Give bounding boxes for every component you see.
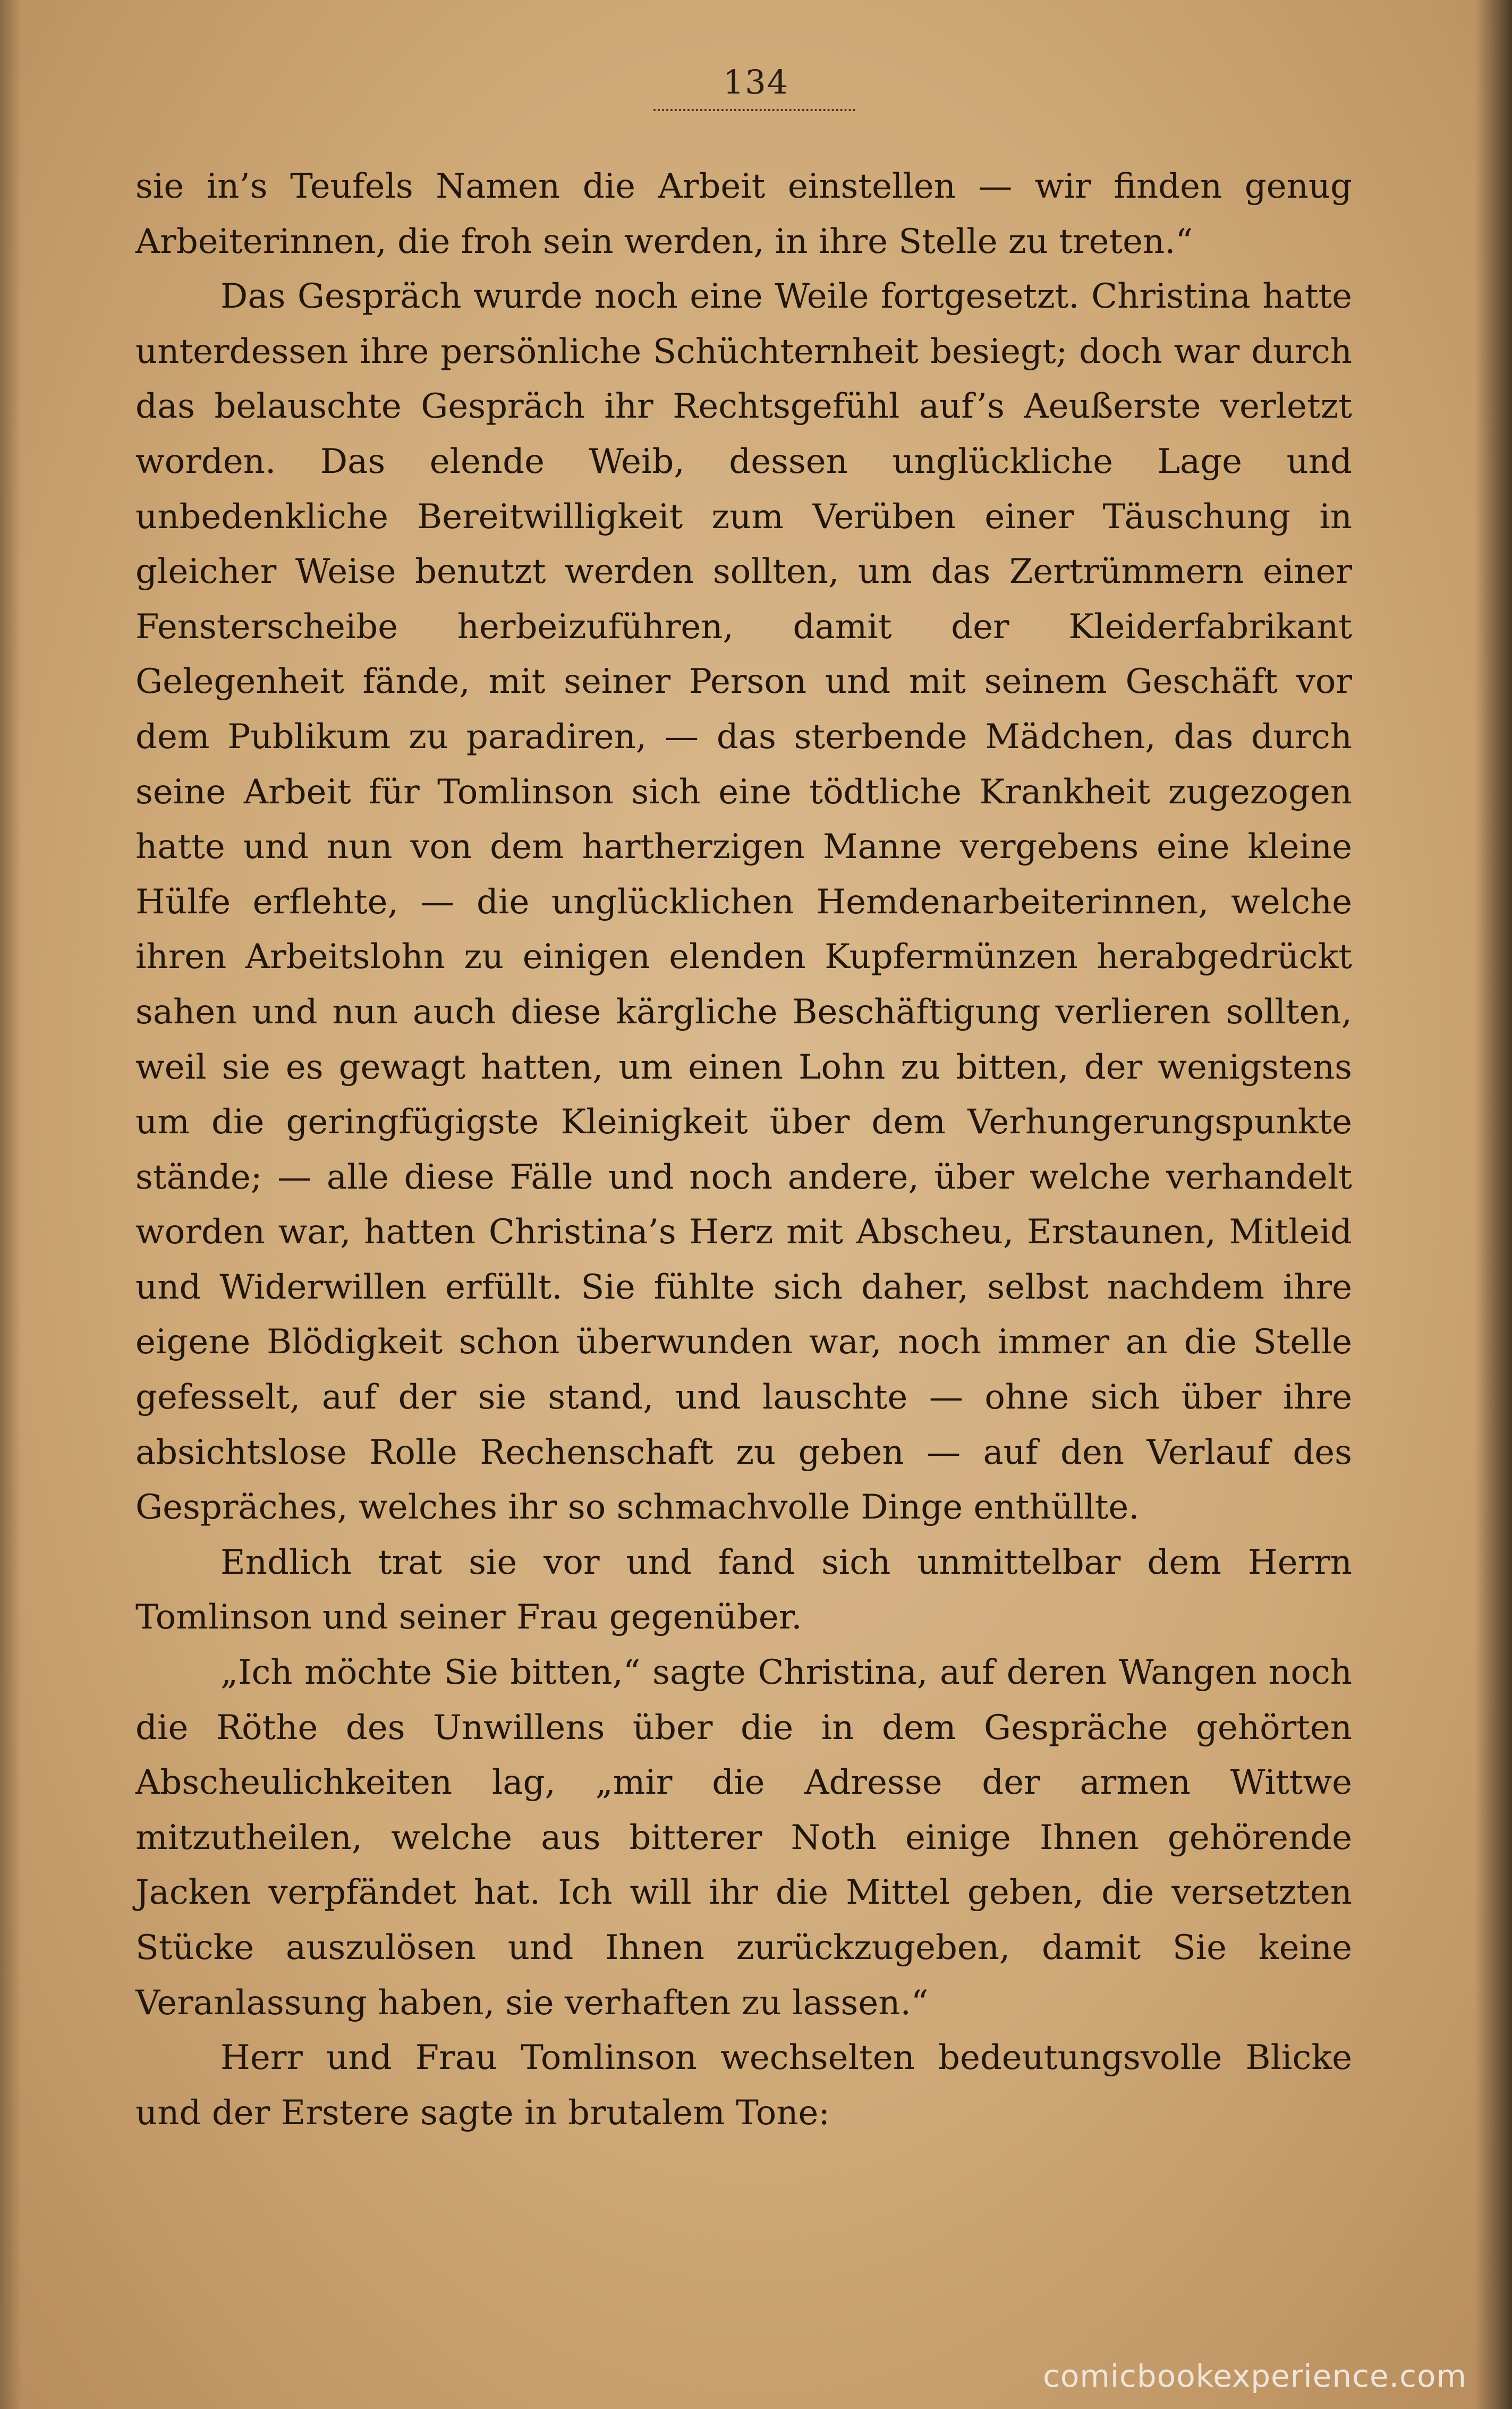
watermark-text: comicbookexperience.com: [1043, 2358, 1467, 2394]
header-ornament-rule: [653, 109, 855, 118]
page-shadow-left: [0, 0, 21, 2409]
paragraph-5: Herr und Frau Tomlinson wechselten bedeutungsvolle Blicke und der Erstere sagte in brutalem Tone:: [135, 2038, 1352, 2133]
paragraph-4: „Ich möchte Sie bitten,“ sagte Christina, auf deren Wangen noch die Röthe des Unwillens über die in dem Gespräche gehörten Abscheulichkeiten lag, „mir die Adresse der armen Wittwe mitzutheilen, welche aus bitterer Noth einige Ihnen gehörende Jacken verpfändet hat. Ich will ihr die Mittel geben, die versetzten Stücke auszulösen und Ihnen zurückzugeben, damit Sie keine Veranlassung haben, sie verhaften zu lassen.“: [135, 1653, 1352, 2023]
body-text: [135, 159, 1352, 2141]
page-number: 134: [723, 63, 789, 101]
paragraph-1: sie in’s Teufels Namen die Arbeit einstellen — wir finden genug Arbeiterinnen, die froh sein werden, in ihre Stelle zu treten.“: [135, 167, 1352, 261]
paragraph-2: Das Gespräch wurde noch eine Weile fortgesetzt. Christina hatte unterdessen ihre persönliche Schüchternheit besiegt; doch war durch das belauschte Gespräch ihr Rechtsgefühl auf’s Aeußerste verletzt worden. Das elende Weib, dessen unglückliche Lage und unbedenkliche Bereitwilligkeit zum Verüben einer Täuschung in gleicher Weise benutzt werden sollten, um das Zertrümmern einer Fensterscheibe herbeizuführen, damit der Kleiderfabrikant Gelegenheit fände, mit seiner Person und mit seinem Geschäft vor dem Publikum zu paradiren, — das sterbende Mädchen, das durch seine Arbeit für Tomlinson sich eine tödtliche Krankheit zugezogen hatte und nun von dem hartherzigen Manne vergebens eine kleine Hülfe erflehte, — die unglücklichen Hemdenarbeiterinnen, welche ihren Arbeitslohn zu einigen elenden Kupfermünzen herabgedrückt sahen und nun auch diese kärgliche Beschäftigung verlieren sollten, weil sie es gewagt hatten, um einen Lohn zu bitten, der wenigstens um die geringfügigste Kleinigkeit über dem Verhungerungspunkte stände; — alle diese Fälle und noch andere, über welche verhandelt worden war, hatten Christina’s Herz mit Abscheu, Erstaunen, Mitleid und Widerwillen erfüllt. Sie fühlte sich daher, selbst nachdem ihre eigene Blödigkeit schon überwunden war, noch immer an die Stelle gefesselt, auf der sie stand, und lauschte — ohne sich über ihre absichtslose Rolle Rechenschaft zu geben — auf den Verlauf des Gespräches, welches ihr so schmachvolle Dinge enthüllte.: [135, 277, 1352, 1528]
paragraph-3: Endlich trat sie vor und fand sich unmittelbar dem Herrn Tomlinson und seiner Frau gegenüber.: [135, 1542, 1352, 1638]
page-shadow-right: [1475, 0, 1512, 2409]
